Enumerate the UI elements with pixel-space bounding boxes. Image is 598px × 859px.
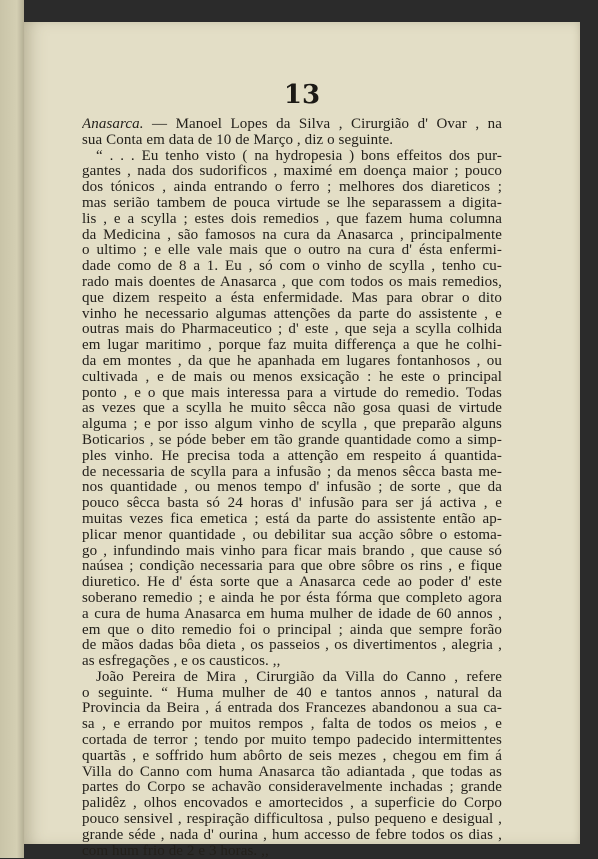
text-line: sua Conta em data de 10 de Março , diz o seguinte.: [82, 132, 394, 148]
text-line: as esfregações , e os causticos. ,,: [82, 654, 281, 670]
text-line: Villa do Canno com huma Anasarca tão adiantada , que todas as: [82, 764, 502, 780]
text-line: vinho he necessario algumas attenções da parte do assistente , e: [82, 306, 502, 322]
text-line: dos tónicos , ainda entrando o ferro ; melhores dos diareticos ;: [82, 180, 502, 196]
text-line: de mãos dadas bôa dieta , os passeios , os divertimentos , alegria ,: [82, 638, 502, 654]
text-line: diuretico. He d' ésta sorte que a Anasarca cede ao poder d' este: [82, 575, 502, 591]
text-line: mas serião tambem de pouca virtude se lhe separassem a digita-: [82, 195, 502, 211]
text-line: palidêz , olhos encovados e amortecidos , a superficie do Corpo: [82, 796, 502, 812]
book-page: [24, 22, 580, 859]
text-line: que dizem respeito a ésta enfermidade. Mas para obrar o dito: [82, 290, 502, 306]
text-line: soberano remedio ; e ainda he por ésta fórma que completo agora: [82, 590, 502, 606]
previous-page-edge: [0, 0, 24, 858]
text-line: com hum frio de 2 e 3 horas. ,,: [82, 843, 269, 859]
text-line: outras mais do Pharmaceutico ; d' este , que seja a scylla colhida: [82, 322, 502, 338]
text-line: Boticarios , se póde beber em tão grande quantidade como a simp-: [82, 432, 502, 448]
text-line: [82, 117, 502, 133]
text-line: pouco sensivel , respiração difficultosa , pulso pequeno e desigual ,: [82, 812, 502, 828]
text-line: João Pereira de Mira , Cirurgião da Villa do Canno , refere: [96, 669, 502, 685]
text-line: de necessaria de scylla para a infusão ; da menos sêcca basta me-: [82, 464, 502, 480]
text-line: sa , e errando por muitos rempos , falta de todos os meios , e: [82, 717, 502, 733]
text-line: alguma ; e por isso algum vinho de scylla , que preparão alguns: [82, 417, 502, 433]
text-line: cultivada , e de mais ou menos exsicação : he este o principal: [82, 369, 502, 385]
paragraph-joao-pereira: [82, 670, 502, 859]
text-line: “ . . . Eu tenho visto ( na hydropesia ) bons effeitos dos pur-: [96, 148, 502, 164]
text-line: naúsea ; condição necessaria para que obre sôbre os rins , e fique: [82, 559, 502, 575]
text-line: plicar menor quantidade , ou debilitar sua acção sôbre o estoma-: [82, 527, 502, 543]
text-line: em lugar maritimo , porque faz muita differença a que he colhi-: [82, 338, 502, 354]
text-line: nos quantidade , ou menos tempo d' infusão ; de sorte , que da: [82, 480, 502, 496]
text-line: grande séde , nada d' ourina , hum accesso de febre todos os dias ,: [82, 827, 502, 843]
text-line: rado mais doentes de Anasarca , que com todos os mais remedios,: [82, 274, 502, 290]
text-line: da Medicina , são famosos na cura da Anasarca , principalmente: [82, 227, 502, 243]
text-line: partes do Corpo se achavão consideravelmente inchadas ; grande: [82, 780, 502, 796]
section-lead: Anasarca.: [82, 117, 144, 132]
line-text: — Manoel Lopes da Silva , Cirurgião d' Ovar , na: [143, 117, 502, 132]
text-line: cortada de terror ; tendo por muito tempo padecido intermittentes: [82, 733, 502, 749]
text-line: a cura de huma Anasarca em huma mulher de idade de 60 annos ,: [82, 606, 502, 622]
text-line: gantes , nada dos sudorificos , maximé em doença maior ; pouco: [82, 164, 502, 180]
body-text: [82, 117, 502, 859]
text-line: dade como de 8 a 1. Eu , só com o vinho de scylla , tenho cu-: [82, 259, 502, 275]
paragraph-anasarca-intro: [82, 117, 502, 149]
text-line: quartãs , e soffrido hum abôrto de seis mezes , chegou em fim á: [82, 748, 502, 764]
text-line: lis , e a scylla ; estes dois remedios , que fazem huma columna: [82, 211, 502, 227]
text-line: ponto , e o que mais interessa para a virtude do remedio. Todas: [82, 385, 502, 401]
text-line: o seguinte. “ Huma mulher de 40 e tantos annos , natural da: [82, 685, 502, 701]
text-line: pouco sêcca basta só 24 horas d' infusão para ser já activa , e: [82, 496, 502, 512]
paragraph-quoted-account: [82, 149, 502, 670]
text-line: as vezes que a scylla he muito sêcca não gosa quasi de virtude: [82, 401, 502, 417]
text-line: ples vinho. He precisa toda a attenção em respeito á quantida-: [82, 448, 502, 464]
text-line: Provincia da Beira , á entrada dos Francezes abandonou a sua ca-: [82, 701, 502, 717]
text-line: o ultimo ; e elle vale mais que o outro na cura d' ésta enfermi-: [82, 243, 502, 259]
text-line: go , infundindo mais vinho para ficar mais brando , que cause só: [82, 543, 502, 559]
page-number: 13: [283, 80, 321, 110]
text-line: em que o dito remedio foi o principal ; ainda que sempre forão: [82, 622, 502, 638]
text-line: muitas vezes fica emetica ; está da parte do assistente então ap-: [82, 511, 502, 527]
text-line: da em montes , da que he apanhada em lugares fontanhosos , ou: [82, 353, 502, 369]
